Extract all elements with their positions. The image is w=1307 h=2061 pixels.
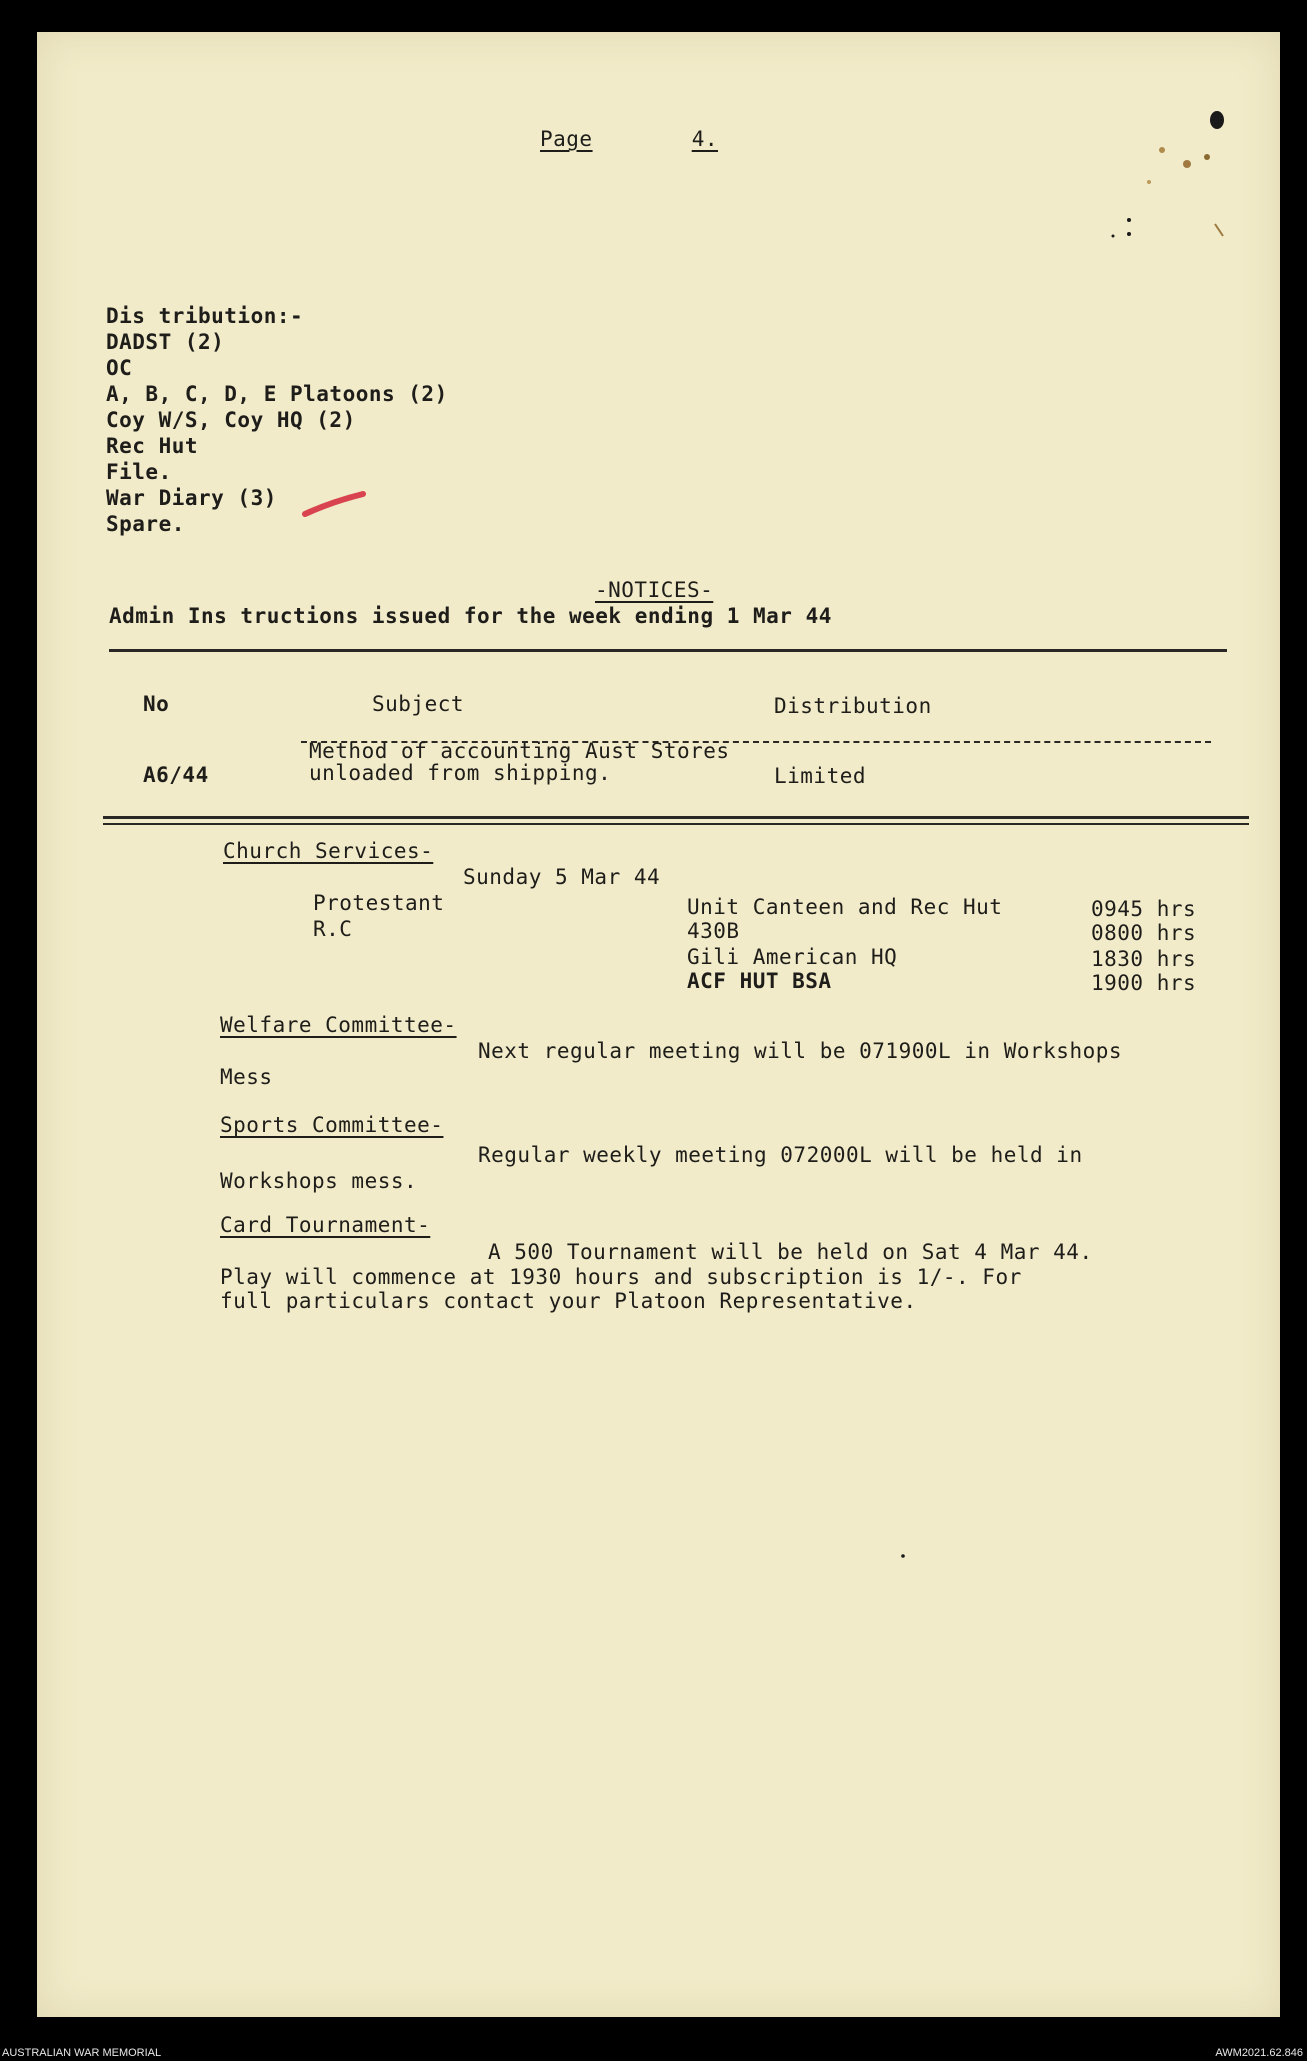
church-denomination: Protestant — [313, 891, 445, 915]
speck — [899, 1552, 907, 1560]
church-location: Gili American HQ — [687, 945, 898, 969]
church-location: Unit Canteen and Rec Hut — [687, 895, 1003, 919]
church-time: 0945 hrs — [1091, 897, 1197, 921]
col-header-distribution: Distribution — [774, 694, 932, 718]
cards-line1: A 500 Tournament will be held on Sat 4 Mar 44. — [488, 1240, 1093, 1264]
distribution-item: OC — [106, 356, 133, 380]
table-bottom-rule-2 — [103, 823, 1249, 825]
document-page — [37, 32, 1280, 2017]
notices-subtitle — [109, 603, 832, 629]
table-cell-subject-1: Method of accounting Aust Stores — [309, 739, 730, 763]
table-cell-no: A6/44 — [143, 763, 209, 787]
church-time: 1900 hrs — [1091, 971, 1197, 995]
distribution-item: DADST (2) — [106, 330, 225, 354]
distribution-item: War Diary (3) — [106, 486, 277, 510]
distribution-item: Rec Hut — [106, 434, 199, 458]
red-check-mark — [301, 488, 371, 520]
welfare-line2: Mess — [220, 1065, 273, 1089]
table-bottom-rule — [103, 816, 1249, 819]
footer-credit: AUSTRALIAN WAR MEMORIAL — [2, 2047, 162, 2059]
distribution-item: Coy W/S, Coy HQ (2) — [106, 408, 356, 432]
church-time: 1830 hrs — [1091, 947, 1197, 971]
cards-heading: Card Tournament- — [220, 1213, 431, 1237]
church-time: 0800 hrs — [1091, 921, 1197, 945]
sports-line1: Regular weekly meeting 072000L will be held in — [478, 1143, 1083, 1167]
welfare-line1: Next regular meeting will be 071900L in Workshops — [478, 1039, 1123, 1063]
sports-heading: Sports Committee- — [220, 1113, 444, 1137]
table-cell-subject-2: unloaded from shipping. — [309, 761, 612, 785]
welfare-heading: Welfare Committee- — [220, 1013, 457, 1037]
church-date: Sunday 5 Mar 44 — [463, 865, 661, 889]
cards-line3: full particulars contact your Platoon Representative. — [220, 1289, 917, 1313]
church-heading: Church Services- — [223, 839, 434, 863]
col-header-subject: Subject — [372, 692, 465, 716]
col-header-no: No — [143, 692, 170, 716]
distribution-item: File. — [106, 460, 172, 484]
stain-marks — [1087, 102, 1247, 272]
church-denomination: R.C — [313, 917, 353, 941]
distribution-heading: Dis tribution:- — [106, 304, 304, 328]
page-label: Page — [540, 127, 593, 151]
sports-line2: Workshops mess. — [220, 1169, 418, 1193]
church-location: 430B — [687, 919, 740, 943]
notices-subtitle-text: Admin Ins tructions issued for the week ending 1 Mar 44 — [109, 604, 832, 628]
distribution-item: A, B, C, D, E Platoons (2) — [106, 382, 448, 406]
cards-line2: Play will commence at 1930 hours and subscription is 1/-. For — [220, 1265, 1022, 1289]
table-cell-distribution: Limited — [774, 764, 867, 788]
church-location: ACF HUT BSA — [687, 969, 832, 993]
page-number: 4. — [691, 127, 718, 151]
footer-accession: AWM2021.62.846 — [1215, 2047, 1303, 2059]
distribution-item: Spare. — [106, 512, 185, 536]
table-top-rule — [109, 649, 1227, 652]
notices-title: -NOTICES- — [595, 578, 714, 602]
